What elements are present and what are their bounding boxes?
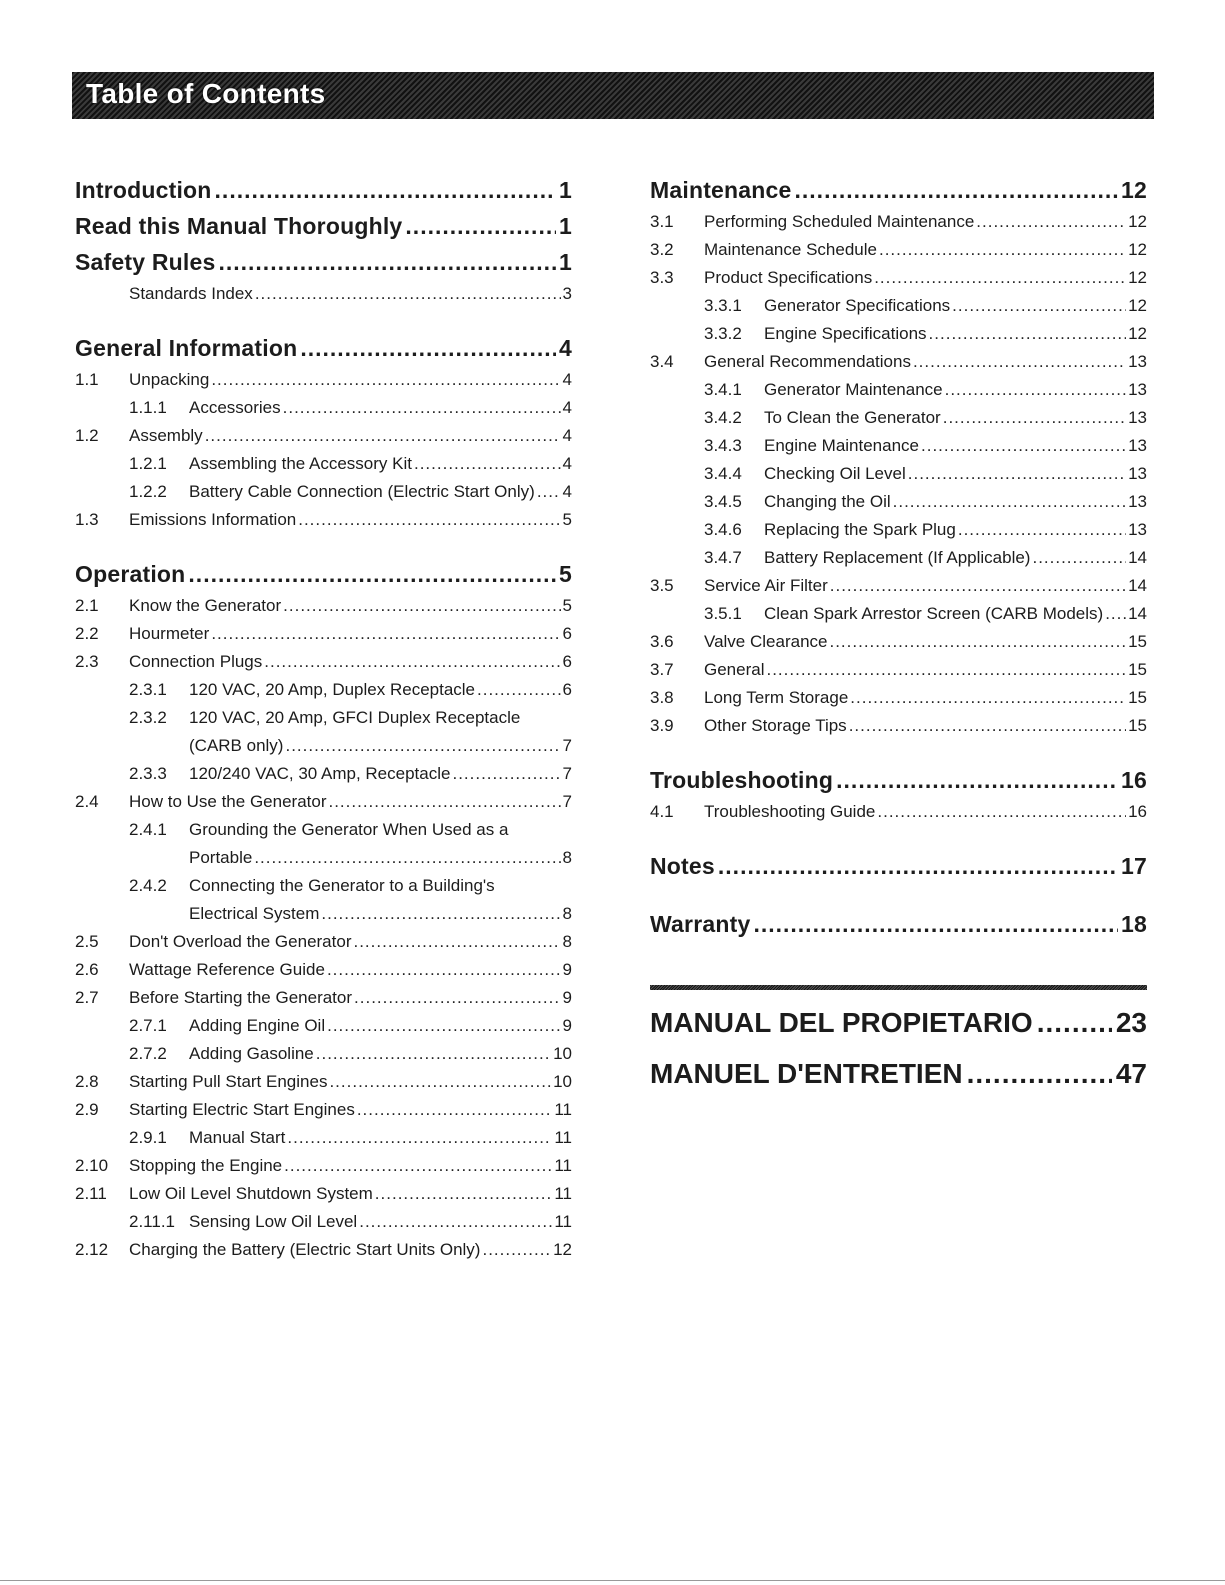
- toc-entry[interactable]: 3.9 Other Storage Tips ..... 15: [650, 712, 1147, 740]
- toc-entry[interactable]: 3.2 Maintenance Schedule ..... 12: [650, 236, 1147, 264]
- toc-entry[interactable]: 2.2 Hourmeter ..... 6: [75, 620, 572, 648]
- toc-entry[interactable]: 2.3.3 120/240 VAC, 30 Amp, Receptacle ..... 7: [75, 760, 572, 788]
- toc-entry[interactable]: 3.6 Valve Clearance ..... 15: [650, 628, 1147, 656]
- toc-entry[interactable]: 2.7.1 Adding Engine Oil ..... 9: [75, 1012, 572, 1040]
- toc-entry[interactable]: 2.11.1 Sensing Low Oil Level ..... 11: [75, 1208, 572, 1236]
- toc-entry[interactable]: 2.4.2 Connecting the Generator to a Building's: [129, 876, 495, 895]
- toc-entry[interactable]: 2.9.1 Manual Start ..... 11: [75, 1124, 572, 1152]
- toc-entry[interactable]: 1.2.1 Assembling the Accessory Kit ..... 4: [75, 450, 572, 478]
- toc-entry[interactable]: 3.4.7 Battery Replacement (If Applicable) ..... 14: [650, 544, 1147, 572]
- toc-section-spanish-manual[interactable]: MANUAL DEL PROPIETARIO ..... 23: [650, 1003, 1147, 1043]
- toc-entry[interactable]: 2.10 Stopping the Engine ..... 11: [75, 1152, 572, 1180]
- toc-section-warranty[interactable]: Warranty ..... 18: [650, 906, 1147, 942]
- page-bottom-edge: [0, 1580, 1225, 1581]
- toc-entry[interactable]: 4.1 Troubleshooting Guide ..... 16: [650, 798, 1147, 826]
- toc-entry[interactable]: 2.9 Starting Electric Start Engines ..... 11: [75, 1096, 572, 1124]
- toc-section-operation[interactable]: Operation ..... 5: [75, 556, 572, 592]
- toc-entry[interactable]: 1.3 Emissions Information ..... 5: [75, 506, 572, 534]
- toc-entry[interactable]: 2.4.1 Grounding the Generator When Used as a: [129, 820, 509, 839]
- toc-right-column: [650, 172, 1147, 942]
- toc-banner: [72, 72, 1154, 119]
- toc-section-french-manual[interactable]: MANUEL D'ENTRETIEN ..... 47: [650, 1054, 1147, 1094]
- toc-entry[interactable]: 2.4 How to Use the Generator ..... 7: [75, 788, 572, 816]
- toc-section-troubleshooting[interactable]: Troubleshooting ..... 16: [650, 762, 1147, 798]
- toc-entry[interactable]: 2.8 Starting Pull Start Engines ..... 10: [75, 1068, 572, 1096]
- toc-entry[interactable]: 2.3 Connection Plugs ..... 6: [75, 648, 572, 676]
- toc-entry[interactable]: 1.2.2 Battery Cable Connection (Electric Start Only) ..... 4: [75, 478, 572, 506]
- toc-section-introduction[interactable]: Introduction ..... 1: [75, 172, 572, 208]
- toc-entry[interactable]: 3.1 Performing Scheduled Maintenance ..... 12: [650, 208, 1147, 236]
- toc-entry[interactable]: 3.3.1 Generator Specifications ..... 12: [650, 292, 1147, 320]
- toc-entry-continuation[interactable]: Electrical System ..... 8: [75, 900, 572, 928]
- toc-entry-continuation[interactable]: (CARB only) ..... 7: [75, 732, 572, 760]
- toc-entry[interactable]: 3.7 General ..... 15: [650, 656, 1147, 684]
- toc-entry[interactable]: 3.4.4 Checking Oil Level ..... 13: [650, 460, 1147, 488]
- toc-entry[interactable]: 2.5 Don't Overload the Generator ..... 8: [75, 928, 572, 956]
- toc-entry[interactable]: 2.1 Know the Generator ..... 5: [75, 592, 572, 620]
- toc-entry[interactable]: 3.3 Product Specifications ..... 12: [650, 264, 1147, 292]
- page-title: Table of Contents: [86, 78, 326, 109]
- toc-entry[interactable]: 1.1 Unpacking ..... 4: [75, 366, 572, 394]
- toc-section-safety-rules[interactable]: Safety Rules ..... 1: [75, 244, 572, 280]
- toc-entry[interactable]: 2.7.2 Adding Gasoline ..... 10: [75, 1040, 572, 1068]
- section-divider: [650, 985, 1147, 990]
- toc-entry-standards-index[interactable]: Standards Index ..... 3: [75, 280, 572, 308]
- toc-entry[interactable]: 2.6 Wattage Reference Guide ..... 9: [75, 956, 572, 984]
- toc-entry[interactable]: 3.4.6 Replacing the Spark Plug ..... 13: [650, 516, 1147, 544]
- toc-entry[interactable]: 3.4.2 To Clean the Generator ..... 13: [650, 404, 1147, 432]
- toc-entry[interactable]: 1.2 Assembly ..... 4: [75, 422, 572, 450]
- toc-entry[interactable]: 3.8 Long Term Storage ..... 15: [650, 684, 1147, 712]
- toc-entry[interactable]: 3.4.3 Engine Maintenance ..... 13: [650, 432, 1147, 460]
- toc-entry[interactable]: 3.4.5 Changing the Oil ..... 13: [650, 488, 1147, 516]
- toc-entry[interactable]: 3.3.2 Engine Specifications ..... 12: [650, 320, 1147, 348]
- toc-section-maintenance[interactable]: Maintenance ..... 12: [650, 172, 1147, 208]
- toc-entry[interactable]: 2.3.1 120 VAC, 20 Amp, Duplex Receptacle ..... 6: [75, 676, 572, 704]
- toc-entry[interactable]: 3.4 General Recommendations ..... 13: [650, 348, 1147, 376]
- toc-entry-continuation[interactable]: Portable ..... 8: [75, 844, 572, 872]
- toc-section-read-manual[interactable]: Read this Manual Thoroughly ..... 1: [75, 208, 572, 244]
- toc-entry[interactable]: 2.3.2 120 VAC, 20 Amp, GFCI Duplex Receptacle: [129, 708, 521, 727]
- toc-entry[interactable]: 2.7 Before Starting the Generator ..... 9: [75, 984, 572, 1012]
- toc-entry[interactable]: 3.5.1 Clean Spark Arrestor Screen (CARB Models) ..... 14: [650, 600, 1147, 628]
- toc-entry[interactable]: 3.4.1 Generator Maintenance ..... 13: [650, 376, 1147, 404]
- toc-entry[interactable]: 3.5 Service Air Filter ..... 14: [650, 572, 1147, 600]
- toc-left-column: [75, 172, 572, 1264]
- toc-section-notes[interactable]: Notes ..... 17: [650, 848, 1147, 884]
- toc-section-general-information[interactable]: General Information ..... 4: [75, 330, 572, 366]
- toc-entry[interactable]: 1.1.1 Accessories ..... 4: [75, 394, 572, 422]
- toc-entry[interactable]: 2.12 Charging the Battery (Electric Start Units Only) ..... 12: [75, 1236, 572, 1264]
- toc-entry[interactable]: 2.11 Low Oil Level Shutdown System ..... 11: [75, 1180, 572, 1208]
